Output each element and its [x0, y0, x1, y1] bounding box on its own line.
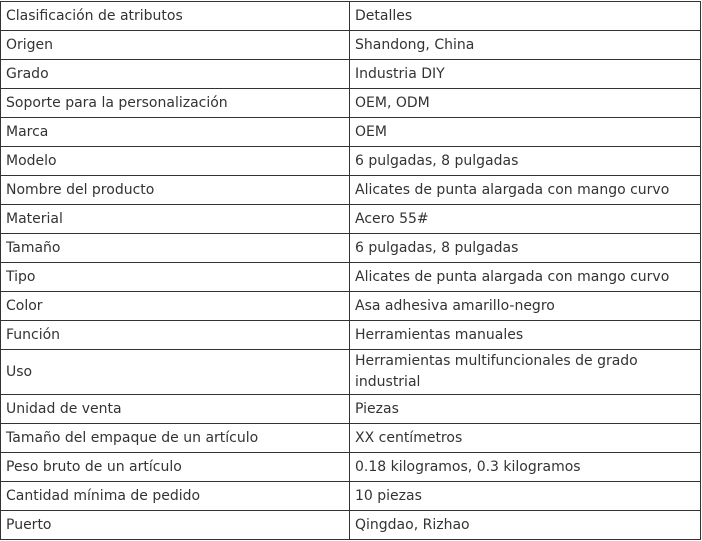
- table-row: [1, 60, 701, 89]
- value-cell: 0.18 kilogramos, 0.3 kilogramos: [350, 453, 701, 482]
- value-cell: Herramientas manuales: [350, 321, 701, 350]
- table-row: [1, 205, 701, 234]
- attribute-cell: Cantidad mínima de pedido: [1, 482, 350, 511]
- table-row: [1, 89, 701, 118]
- attribute-cell: Función: [1, 321, 350, 350]
- table-row: [1, 234, 701, 263]
- attribute-cell: Marca: [1, 118, 350, 147]
- value-cell: 6 pulgadas, 8 pulgadas: [350, 234, 701, 263]
- attribute-cell: Tamaño: [1, 234, 350, 263]
- table-row: [1, 31, 701, 60]
- value-cell: Industria DIY: [350, 60, 701, 89]
- attribute-cell: Uso: [1, 350, 350, 395]
- attribute-cell: Unidad de venta: [1, 395, 350, 424]
- attribute-cell: Color: [1, 292, 350, 321]
- table-row: [1, 118, 701, 147]
- attribute-cell: Modelo: [1, 147, 350, 176]
- table-row: [1, 176, 701, 205]
- attribute-cell: Tamaño del empaque de un artículo: [1, 424, 350, 453]
- product-spec-table: [0, 1, 701, 540]
- value-cell: Piezas: [350, 395, 701, 424]
- attribute-cell: Puerto: [1, 511, 350, 540]
- value-cell: Alicates de punta alargada con mango curvo: [350, 263, 701, 292]
- value-cell: OEM, ODM: [350, 89, 701, 118]
- value-cell: XX centímetros: [350, 424, 701, 453]
- value-cell: Herramientas multifuncionales de grado industrial: [350, 350, 701, 395]
- attribute-cell: Nombre del producto: [1, 176, 350, 205]
- table-row: [1, 395, 701, 424]
- value-cell: 10 piezas: [350, 482, 701, 511]
- attribute-cell: Grado: [1, 60, 350, 89]
- table-row: [1, 453, 701, 482]
- header-attribute-cell: Clasificación de atributos: [1, 2, 350, 31]
- value-cell: Asa adhesiva amarillo-negro: [350, 292, 701, 321]
- table-row: [1, 424, 701, 453]
- attribute-cell: Peso bruto de un artículo: [1, 453, 350, 482]
- attribute-cell: Material: [1, 205, 350, 234]
- table-row: [1, 511, 701, 540]
- value-cell: Acero 55#: [350, 205, 701, 234]
- value-cell: Shandong, China: [350, 31, 701, 60]
- table-row: [1, 350, 701, 395]
- header-value-cell: Detalles: [350, 2, 701, 31]
- attribute-cell: Tipo: [1, 263, 350, 292]
- table-row: [1, 292, 701, 321]
- value-cell: 6 pulgadas, 8 pulgadas: [350, 147, 701, 176]
- value-cell: Qingdao, Rizhao: [350, 511, 701, 540]
- table-row: [1, 482, 701, 511]
- attribute-cell: Origen: [1, 31, 350, 60]
- value-cell: Alicates de punta alargada con mango curvo: [350, 176, 701, 205]
- value-cell: OEM: [350, 118, 701, 147]
- table-row: [1, 321, 701, 350]
- attribute-cell: Soporte para la personalización: [1, 89, 350, 118]
- table-header-row: [1, 2, 701, 31]
- table-row: [1, 147, 701, 176]
- table-row: [1, 263, 701, 292]
